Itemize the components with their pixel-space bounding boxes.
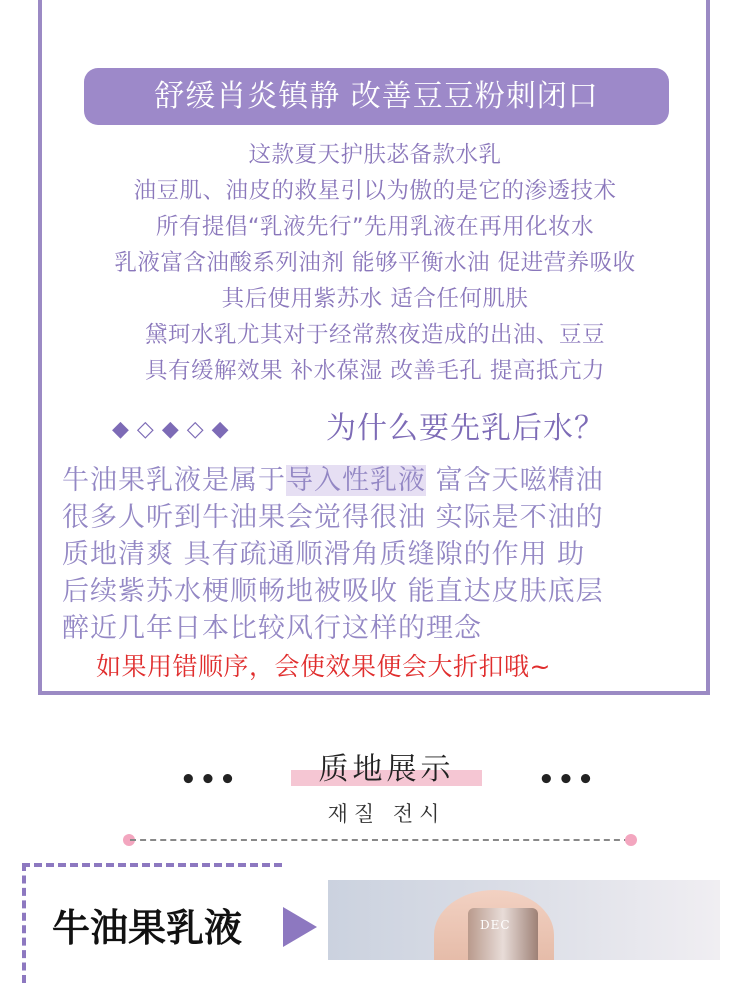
answer-line: 质地清爽 具有疏通顺滑角质缝隙的作用 助: [62, 539, 586, 570]
highlight-text: 导入性乳液: [286, 465, 426, 496]
answer-line: 牛油果乳液是属于导入性乳液 富含天嗞精油: [62, 465, 604, 496]
intro-line: 油豆肌、油皮的救星引以为傲的是它的渗透技术: [133, 178, 617, 204]
answer-line: 很多人听到牛油果会觉得很油 实际是不油的: [62, 502, 604, 533]
bottle-label: DEC: [480, 918, 511, 932]
section-subtitle: 재질 전시: [327, 802, 446, 826]
intro-line: 所有提倡“乳液先行”先用乳液在再用化妆水: [155, 214, 595, 240]
intro-paragraph: [40, 137, 710, 389]
diamond-decoration: ◆◇◆◇◆: [112, 417, 237, 442]
dots-decoration-left: •••: [180, 765, 239, 795]
intro-line: 黛珂水乳尤其对于经常熬夜造成的出油、豆豆: [144, 322, 605, 348]
arrow-right-icon: [283, 907, 317, 947]
divider-dot-right: [625, 834, 637, 846]
intro-line: 乳液富含油酸系列油剂 能够平衡水油 促进营养吸收: [114, 250, 636, 276]
answer-paragraph: [62, 462, 702, 647]
intro-line: 具有缓解效果 补水葆湿 改善毛孔 提高抵亢力: [145, 358, 605, 384]
answer-line: 后续紫苏水梗顺畅地被吸收 能直达皮肤底层: [62, 576, 604, 607]
benefit-banner: 舒缓肖炎镇静 改善豆豆粉刺闭口: [84, 68, 669, 125]
intro-line: 这款夏天护肤苾备款水乳: [248, 142, 502, 168]
product-name: 牛油果乳液: [52, 906, 243, 950]
intro-line: 其后使用紫苏水 适合任何肌肤: [221, 286, 529, 312]
texture-photo: [328, 880, 720, 960]
dashed-divider: [130, 839, 630, 841]
section-title: 质地展示: [318, 752, 455, 787]
dots-decoration-right: •••: [538, 765, 597, 795]
order-warning: 如果用错顺序，会使效果便会大折扣哦~: [96, 652, 551, 681]
answer-line: 醉近几年日本比较风行这样的理念: [62, 613, 482, 644]
question-heading: 为什么要先乳后水？: [326, 411, 605, 446]
